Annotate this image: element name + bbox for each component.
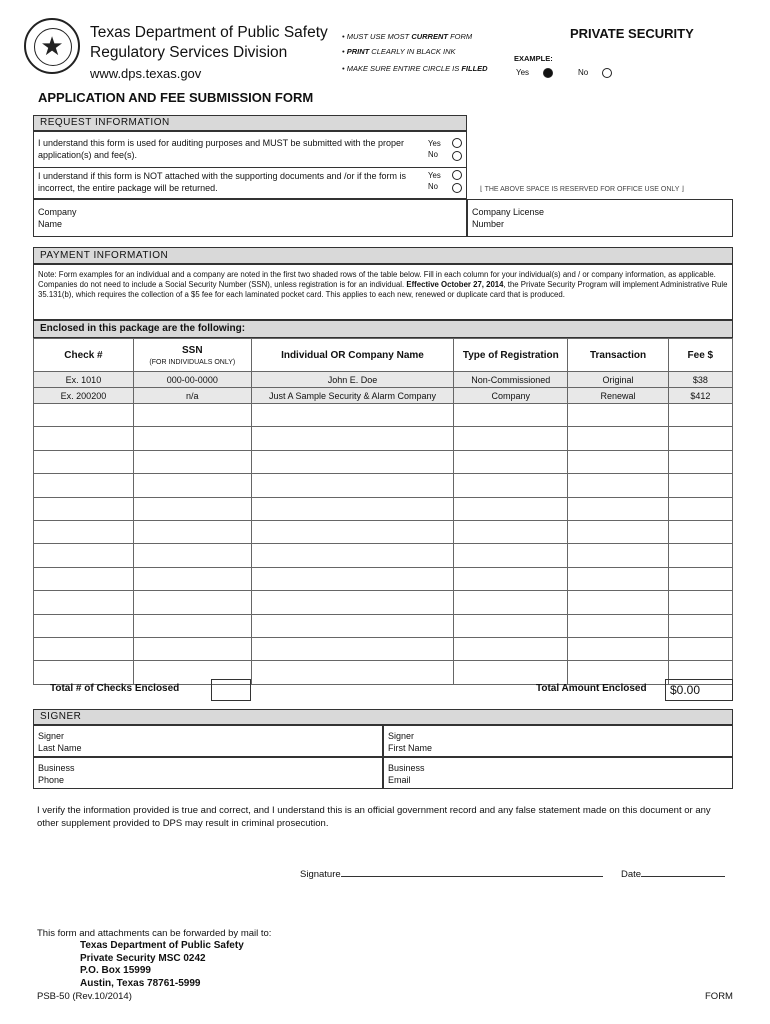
- q1-yes-label: Yes: [428, 139, 441, 148]
- entry-cell[interactable]: [133, 497, 251, 520]
- entry-cell[interactable]: [34, 497, 134, 520]
- entry-cell[interactable]: [34, 544, 134, 567]
- entry-cell[interactable]: [568, 450, 668, 473]
- q2-no-radio[interactable]: [452, 183, 462, 193]
- entry-cell[interactable]: [568, 661, 668, 684]
- entry-cell[interactable]: [454, 474, 568, 497]
- col-ssn: SSN (FOR INDIVIDUALS ONLY): [133, 339, 251, 372]
- business-email-field[interactable]: [383, 757, 733, 789]
- entry-cell[interactable]: [251, 591, 454, 614]
- form-label: FORM: [705, 991, 733, 1002]
- entry-cell[interactable]: [454, 450, 568, 473]
- cell: $38: [668, 372, 732, 388]
- mail-intro: This form and attachments can be forwarded by mail to:: [37, 928, 272, 939]
- entry-row[interactable]: [34, 544, 733, 567]
- signer-first-name-label: Signer First Name: [388, 731, 433, 753]
- entry-cell[interactable]: [668, 450, 732, 473]
- entry-cell[interactable]: [568, 474, 668, 497]
- q2-yes-label: Yes: [428, 171, 441, 180]
- entry-cell[interactable]: [251, 614, 454, 637]
- entry-cell[interactable]: [133, 474, 251, 497]
- entry-cell[interactable]: [454, 591, 568, 614]
- signer-last-name-field[interactable]: [33, 725, 383, 757]
- entry-cell[interactable]: [454, 544, 568, 567]
- empty-circle-icon: [602, 68, 612, 78]
- dps-seal: [24, 18, 80, 74]
- entry-cell[interactable]: [454, 614, 568, 637]
- program-title: PRIVATE SECURITY: [570, 26, 694, 41]
- office-use-note: ⌊ THE ABOVE SPACE IS RESERVED FOR OFFICE USE ONLY ⌋: [480, 186, 685, 193]
- entry-cell[interactable]: [668, 591, 732, 614]
- mailing-address: [80, 940, 244, 990]
- entry-cell[interactable]: [454, 497, 568, 520]
- entry-cell[interactable]: [133, 427, 251, 450]
- entry-row[interactable]: [34, 404, 733, 427]
- entry-cell[interactable]: [568, 567, 668, 590]
- entry-row[interactable]: [34, 661, 733, 684]
- entry-cell[interactable]: [668, 474, 732, 497]
- entry-cell[interactable]: [34, 474, 134, 497]
- cell: Original: [568, 372, 668, 388]
- verification-statement: I verify the information provided is true and correct, and I understand this is an official government record and any false statement made on this document or any other supplement provided to DPS may result in criminal prosecution.: [37, 805, 711, 829]
- entry-cell[interactable]: [251, 427, 454, 450]
- col-transaction: Transaction: [568, 339, 668, 372]
- entry-cell[interactable]: [668, 497, 732, 520]
- cell: Non-Commissioned: [454, 372, 568, 388]
- col-fee: Fee $: [668, 339, 732, 372]
- entry-cell[interactable]: [454, 637, 568, 660]
- entry-cell[interactable]: [251, 637, 454, 660]
- entry-cell[interactable]: [34, 591, 134, 614]
- website: www.dps.texas.gov: [90, 66, 202, 81]
- entry-cell[interactable]: [133, 614, 251, 637]
- col-name: Individual OR Company Name: [251, 339, 454, 372]
- instruction-1: • MUST USE MOST CURRENT FORM: [342, 32, 473, 41]
- entry-cell[interactable]: [568, 404, 668, 427]
- entry-cell[interactable]: [133, 567, 251, 590]
- cell: Just A Sample Security & Alarm Company: [251, 388, 454, 404]
- business-phone-label: Business Phone: [38, 763, 75, 785]
- entry-cell[interactable]: [133, 591, 251, 614]
- filled-circle-icon: [543, 68, 553, 78]
- entry-cell[interactable]: [133, 544, 251, 567]
- address-line: Texas Department of Public Safety: [80, 940, 244, 951]
- agency-name: Texas Department of Public Safety: [90, 24, 328, 41]
- entry-cell[interactable]: [668, 614, 732, 637]
- col-type: Type of Registration: [454, 339, 568, 372]
- entry-cell[interactable]: [133, 450, 251, 473]
- total-checks-label: Total # of Checks Enclosed: [50, 683, 180, 694]
- entry-cell[interactable]: [568, 591, 668, 614]
- payment-note: Note: Form examples for an individual and a company are noted in the first two shaded rows of the table below. Fill in each column for your individual(s) and / or company information, as applicable. Companies do not need to include a Social Security Number (SSN), unless registration is for an individual. Effective October 27, 2014, the Private Security Program will implement Administrative Rule 35.131(b), which requires the collection of a $5 fee for each laminated pocket card. This applies to each new, renewed or duplicate card that is produced.: [38, 270, 728, 299]
- entry-cell[interactable]: [133, 520, 251, 543]
- question-2: I understand if this form is NOT attached with the supporting documents and /or if the form is incorrect, the entire package will be returned.: [38, 171, 407, 193]
- entry-cell[interactable]: [454, 567, 568, 590]
- company-name-label: Company Name: [38, 207, 77, 229]
- cell: Company: [454, 388, 568, 404]
- example-row: [34, 372, 733, 388]
- entry-row[interactable]: [34, 614, 733, 637]
- entry-cell[interactable]: [34, 567, 134, 590]
- entry-cell[interactable]: [34, 427, 134, 450]
- request-info-head: REQUEST INFORMATION: [33, 115, 467, 131]
- star-icon: ★: [40, 31, 64, 61]
- address-line: Private Security MSC 0242: [80, 952, 206, 964]
- entry-cell[interactable]: [34, 450, 134, 473]
- entry-cell[interactable]: [251, 450, 454, 473]
- company-name-field[interactable]: [33, 199, 467, 237]
- cell: 000-00-0000: [133, 372, 251, 388]
- q2-no-label: No: [428, 182, 438, 191]
- cell: John E. Doe: [251, 372, 454, 388]
- divider: [33, 167, 467, 168]
- signer-last-name-label: Signer Last Name: [38, 731, 82, 753]
- division-name: Regulatory Services Division: [90, 44, 288, 61]
- example-no: No: [578, 68, 612, 78]
- entry-cell[interactable]: [34, 520, 134, 543]
- q1-no-label: No: [428, 150, 438, 159]
- entry-cell[interactable]: [668, 520, 732, 543]
- form-id: PSB-50 (Rev.10/2014): [37, 991, 132, 1002]
- signer-first-name-field[interactable]: [383, 725, 733, 757]
- entry-cell[interactable]: [34, 404, 134, 427]
- example-row: [34, 388, 733, 404]
- enclosed-head: Enclosed in this package are the following:: [33, 320, 733, 338]
- instruction-3: • MAKE SURE ENTIRE CIRCLE IS FILLED: [342, 64, 488, 73]
- q2-yes-radio[interactable]: [452, 170, 462, 180]
- entry-cell[interactable]: [251, 567, 454, 590]
- date-line[interactable]: Date: [621, 866, 725, 880]
- entry-cell[interactable]: [568, 614, 668, 637]
- cell: Ex. 1010: [34, 372, 134, 388]
- entry-cell[interactable]: [668, 544, 732, 567]
- business-phone-field[interactable]: [33, 757, 383, 789]
- entry-row[interactable]: [34, 567, 733, 590]
- q1-no-radio[interactable]: [452, 151, 462, 161]
- entry-cell[interactable]: [454, 427, 568, 450]
- entry-row[interactable]: [34, 591, 733, 614]
- entry-cell[interactable]: [133, 637, 251, 660]
- col-check: Check #: [34, 339, 134, 372]
- payment-table: [33, 338, 733, 685]
- entry-cell[interactable]: [568, 520, 668, 543]
- entry-row[interactable]: [34, 497, 733, 520]
- company-license-label: Company License Number: [472, 207, 545, 229]
- cell: n/a: [133, 388, 251, 404]
- address-line: Austin, Texas 78761-5999: [80, 977, 201, 989]
- example-yes: Yes: [516, 68, 553, 78]
- entry-row[interactable]: [34, 450, 733, 473]
- entry-cell[interactable]: [668, 567, 732, 590]
- entry-cell[interactable]: [34, 614, 134, 637]
- entry-cell[interactable]: [251, 474, 454, 497]
- entry-cell[interactable]: [133, 404, 251, 427]
- cell: Renewal: [568, 388, 668, 404]
- payment-info-head: PAYMENT INFORMATION: [33, 247, 733, 264]
- entry-cell[interactable]: [34, 637, 134, 660]
- cell: $412: [668, 388, 732, 404]
- entry-row[interactable]: [34, 520, 733, 543]
- entry-cell[interactable]: [568, 637, 668, 660]
- entry-cell[interactable]: [251, 497, 454, 520]
- signer-head: SIGNER: [33, 709, 733, 725]
- example-label: EXAMPLE:: [514, 54, 553, 63]
- cell: Ex. 200200: [34, 388, 134, 404]
- total-checks-field[interactable]: [211, 679, 251, 701]
- entry-cell[interactable]: [251, 661, 454, 684]
- entry-cell[interactable]: [454, 520, 568, 543]
- entry-cell[interactable]: [34, 661, 134, 684]
- form-title: APPLICATION AND FEE SUBMISSION FORM: [38, 90, 314, 105]
- entry-cell[interactable]: [251, 520, 454, 543]
- question-1: I understand this form is used for auditing purposes and MUST be submitted with the proper application(s) and fee(s).: [38, 138, 405, 160]
- entry-row[interactable]: [34, 427, 733, 450]
- business-email-label: Business Email: [388, 763, 425, 785]
- entry-cell[interactable]: [668, 404, 732, 427]
- entry-cell[interactable]: [454, 404, 568, 427]
- signature-line[interactable]: Signature: [300, 866, 603, 880]
- entry-row[interactable]: [34, 637, 733, 660]
- entry-cell[interactable]: [568, 427, 668, 450]
- entry-cell[interactable]: [568, 544, 668, 567]
- entry-cell[interactable]: [251, 544, 454, 567]
- entry-cell[interactable]: [568, 497, 668, 520]
- q1-yes-radio[interactable]: [452, 138, 462, 148]
- total-amount-field[interactable]: $0.00: [665, 679, 733, 701]
- total-amount-label: Total Amount Enclosed: [536, 683, 647, 694]
- entry-cell[interactable]: [668, 427, 732, 450]
- instruction-2: • PRINT CLEARLY IN BLACK INK: [342, 47, 456, 56]
- entry-cell[interactable]: [668, 637, 732, 660]
- address-line: P.O. Box 15999: [80, 965, 151, 976]
- entry-row[interactable]: [34, 474, 733, 497]
- entry-cell[interactable]: [251, 404, 454, 427]
- entry-cell[interactable]: [454, 661, 568, 684]
